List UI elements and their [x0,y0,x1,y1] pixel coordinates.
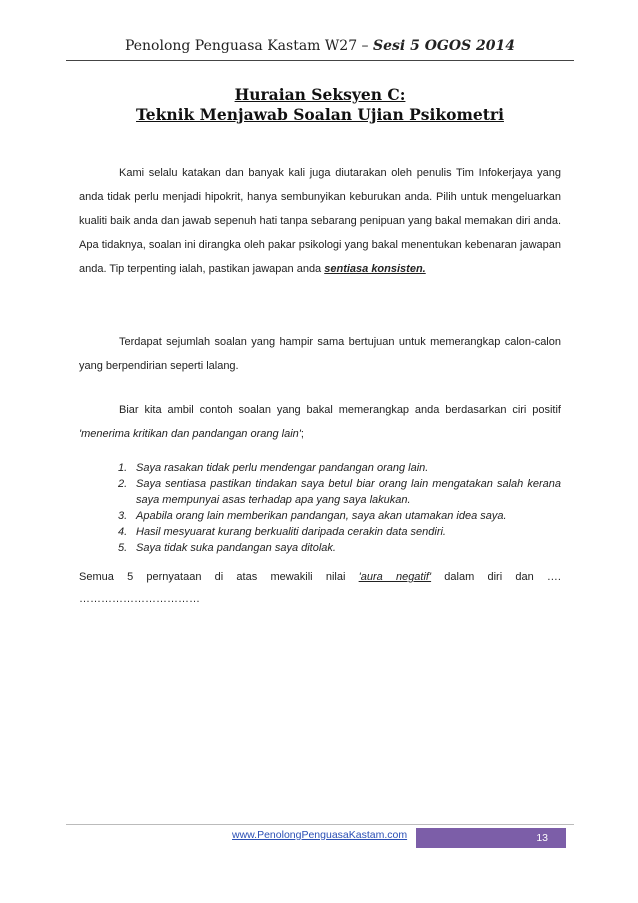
section-subheading: Teknik Menjawab Soalan Ujian Psikometri [136,105,504,124]
conclusion-text: Semua 5 pernyataan di atas mewakili nilai [79,571,359,583]
footer-divider [66,824,574,825]
conclusion-emphasis: 'aura negatif' [358,571,432,583]
footer-website-link[interactable]: www.PenolongPenguasaKastam.com [232,829,408,841]
list-item: 2. Saya sentiasa pastikan tindakan saya betul biar orang lain mengatakan salah kerana saya mempunyai asas terhadap apa yang saya lakukan. [118,478,561,506]
list-item: 1. Saya rasakan tidak perlu mendengar pandangan orang lain. [118,462,429,474]
trap-text: Terdapat sejumlah soalan yang hampir sama bertujuan untuk memerangkap calon-calon yang berpendirian seperti lalang. [79,336,561,372]
trap-paragraph [79,330,561,378]
example-text: Biar kita ambil contoh soalan yang bakal memerangkap anda berdasarkan ciri positif [119,404,561,416]
example-quote: 'menerima kritikan dan pandangan orang lain' [79,428,301,440]
page-number: 13 [416,828,566,848]
list-item: 5. Saya tidak suka pandangan saya ditolak. [118,542,336,554]
header-divider [66,60,574,61]
conclusion-suffix: dalam diri dan …. …………………………… [79,571,561,605]
statement-list [118,460,561,556]
running-header [66,38,574,54]
example-suffix: ; [300,428,304,440]
header-title: Penolong Penguasa Kastam W27 – [124,38,374,54]
section-heading: Huraian Seksyen C: [234,85,406,104]
list-item: 4. Hasil mesyuarat kurang berkualiti daripada cerakin data sendiri. [118,526,446,538]
intro-emphasis: sentiasa konsisten. [324,263,426,275]
intro-paragraph [79,161,561,281]
conclusion-paragraph [79,566,561,610]
intro-text: Kami selalu katakan dan banyak kali juga diutarakan oleh penulis Tim Infokerjaya yang anda tidak perlu menjadi hipokrit, hanya sembunyikan keburukan anda. Pilih untuk mengeluarkan kualiti baik anda dan jawab sepenuh hati tanpa sebarang penipuan yang bakal memakan diri anda. Apa tidaknya, soalan ini dirangka oleh pakar psikologi yang bakal menentukan kebenaran jawapan anda. Tip terpenting ialah, pastikan jawapan anda [79,167,561,275]
list-item: 3. Apabila orang lain memberikan pandangan, saya akan utamakan idea saya. [118,510,507,522]
example-paragraph [79,398,561,446]
header-session: Sesi 5 OGOS 2014 [373,38,516,54]
